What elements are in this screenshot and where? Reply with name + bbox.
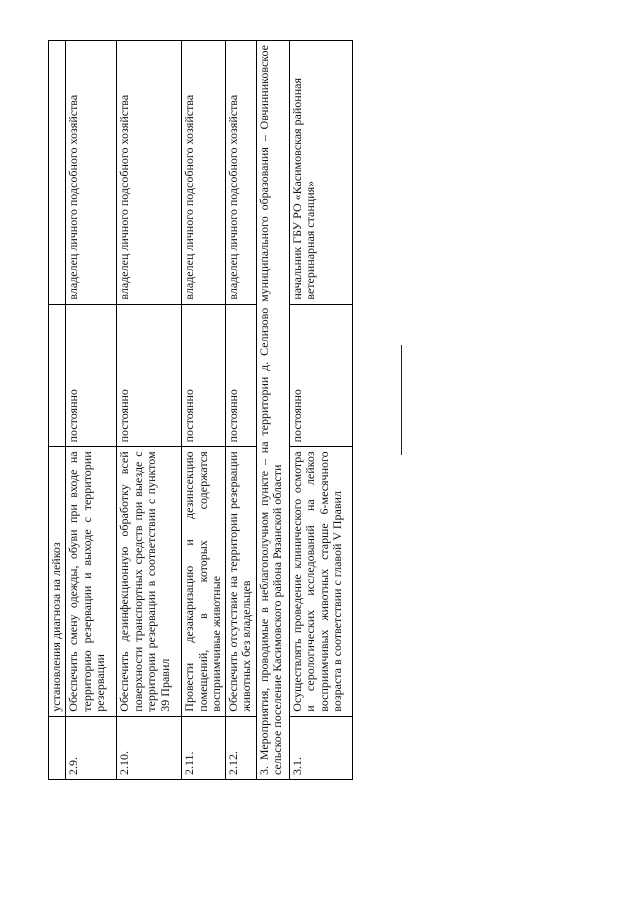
section-header-row bbox=[256, 41, 289, 780]
term-cell: постоянно bbox=[66, 304, 117, 447]
responsible-cell: владелец личного подсобного хозяйства bbox=[182, 41, 226, 305]
table-row bbox=[117, 41, 182, 780]
responsible-cell: владелец личного подсобного хозяйства bbox=[117, 41, 182, 305]
table-row bbox=[49, 41, 66, 780]
task-cell: Обеспечить дезинфекционную обработку всей поверхности транспортных средств при выезде с территории резервации в соответствии с пунктом 39 Правил bbox=[117, 447, 182, 716]
task-cell: Провести дезакаризацию и дезинсекцию помещений, в которых содержатся восприимчивые животные bbox=[182, 447, 226, 716]
row-number: 2.9. bbox=[66, 716, 117, 779]
term-cell bbox=[49, 304, 66, 447]
row-number: 2.12. bbox=[225, 716, 256, 779]
table-row bbox=[225, 41, 256, 780]
end-of-document-line bbox=[401, 345, 402, 455]
responsible-cell: владелец личного подсобного хозяйства bbox=[225, 41, 256, 305]
section-3-heading: 3. Мероприятия, проводимые в неблагополучном пункте – на территории д. Селизово муниципального образования – Овчинниковское сельское поселение Касимовского района Рязанской области bbox=[256, 41, 289, 780]
row-number bbox=[49, 716, 66, 779]
term-cell: постоянно bbox=[289, 304, 352, 447]
term-cell: постоянно bbox=[225, 304, 256, 447]
table-row bbox=[289, 41, 352, 780]
responsible-cell bbox=[49, 41, 66, 305]
table-row bbox=[66, 41, 117, 780]
continued-task-text: установления диагноза на лейкоз bbox=[49, 447, 66, 716]
row-number: 2.10. bbox=[117, 716, 182, 779]
task-cell: Обеспечить отсутствие на территории резервации животных без владельцев bbox=[225, 447, 256, 716]
task-cell: Обеспечить смену одежды, обуви при входе на территорию резервации и выходе с территории резервации bbox=[66, 447, 117, 716]
row-number: 3.1. bbox=[289, 716, 352, 779]
measures-table bbox=[48, 40, 353, 780]
table-row bbox=[182, 41, 226, 780]
rotated-page-content bbox=[48, 40, 348, 780]
row-number: 2.11. bbox=[182, 716, 226, 779]
responsible-cell: владелец личного подсобного хозяйства bbox=[66, 41, 117, 305]
task-cell: Осуществлять проведение клинического осмотра и серологических исследований на лейкоз восприимчивых животных старше 6-месячного возраста в соответствии с главой V Правил bbox=[289, 447, 352, 716]
responsible-cell: начальник ГБУ РО «Касимовская районная ветеринарная станция» bbox=[289, 41, 352, 305]
term-cell: постоянно bbox=[182, 304, 226, 447]
term-cell: постоянно bbox=[117, 304, 182, 447]
